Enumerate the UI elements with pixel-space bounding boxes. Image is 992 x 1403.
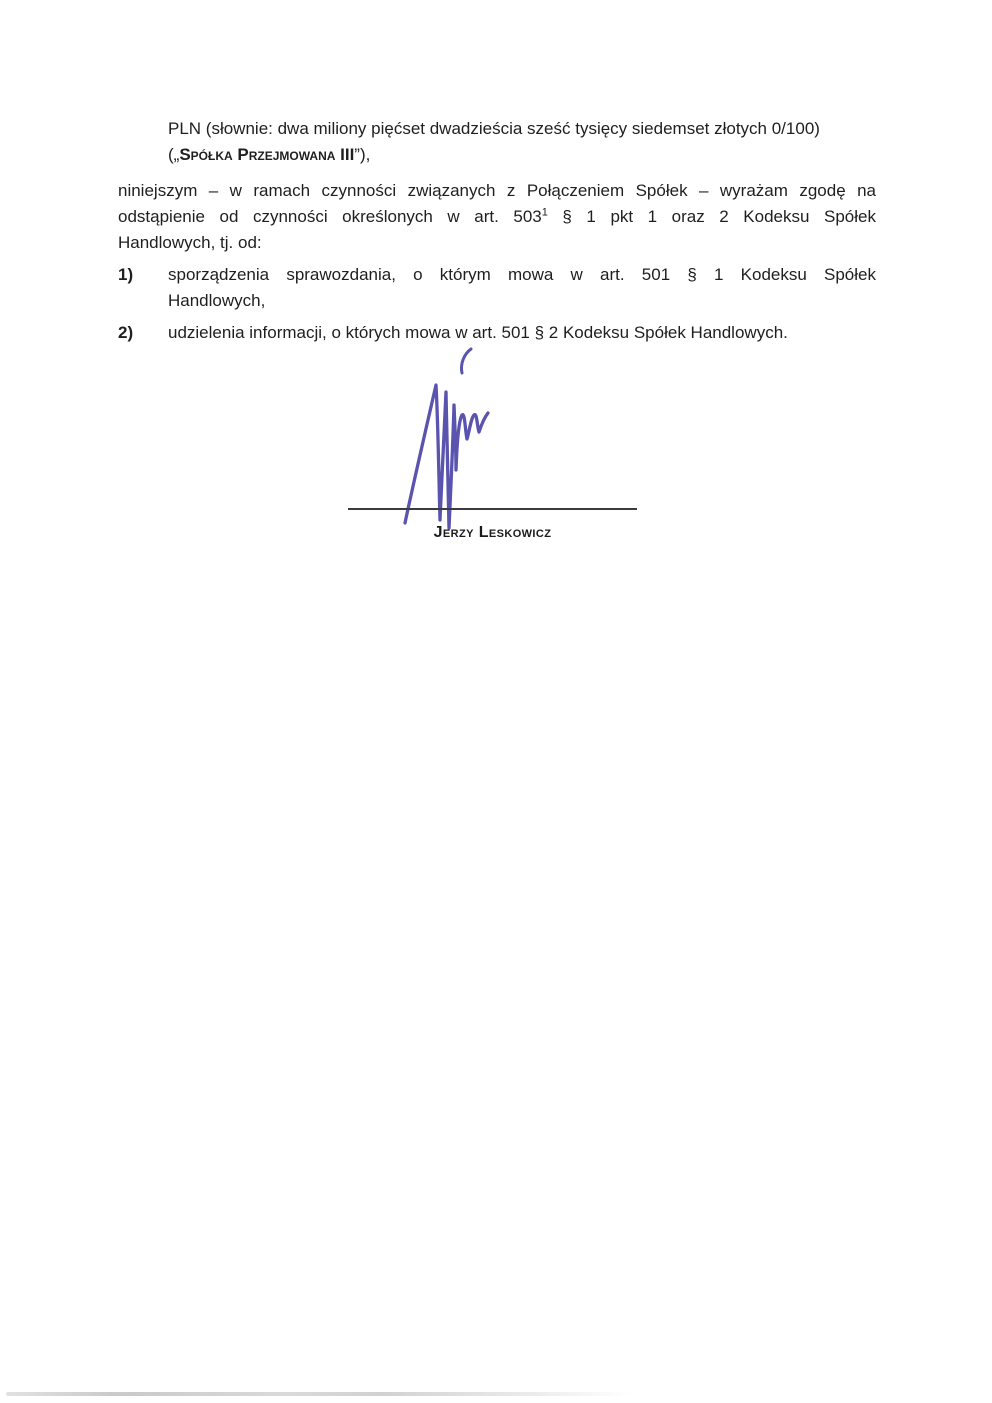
company-line [168,142,876,168]
consent-paragraph [118,178,876,256]
amount-paragraph [168,116,876,168]
consent-line-2 [118,204,876,230]
signature-line [348,508,637,510]
amount-line: PLN (słownie: dwa miliony pięćset dwadzieścia sześć tysięcy siedemset złotych 0/100) [168,119,820,138]
company-suffix: ”), [354,145,371,164]
company-name: Spółka Przejmowana III [179,145,355,164]
list-item-2 [168,320,876,346]
list-item-2-number: 2) [118,323,134,342]
consent-line-2-rest: § 1 pkt 1 oraz 2 Kodeksu Spółek [547,207,876,226]
list-item-1-line-2: Handlowych, [168,291,266,310]
signatory-name: Jerzy Leskowicz [433,524,552,541]
list-item-1 [168,262,876,314]
handwritten-signature [400,340,500,540]
footnote-superscript: 1 [541,206,548,219]
company-prefix: („ [168,145,180,164]
consent-line-1: niniejszym – w ramach czynności związanych z Połączeniem Spółek – wyrażam zgodę na [118,181,876,200]
list-item-1-line-1: sporządzenia sprawozdania, o którym mowa w art. 501 § 1 Kodeksu Spółek [168,265,876,284]
scan-artifact [6,1392,632,1396]
list-item-1-number: 1) [118,265,134,284]
consent-line-3: Handlowych, tj. od: [118,233,262,252]
list-item-2-line-1: udzielenia informacji, o których mowa w art. 501 § 2 Kodeksu Spółek Handlowych. [168,323,788,342]
consent-line-2-text: odstąpienie od czynności określonych w art. 503 [118,207,542,226]
